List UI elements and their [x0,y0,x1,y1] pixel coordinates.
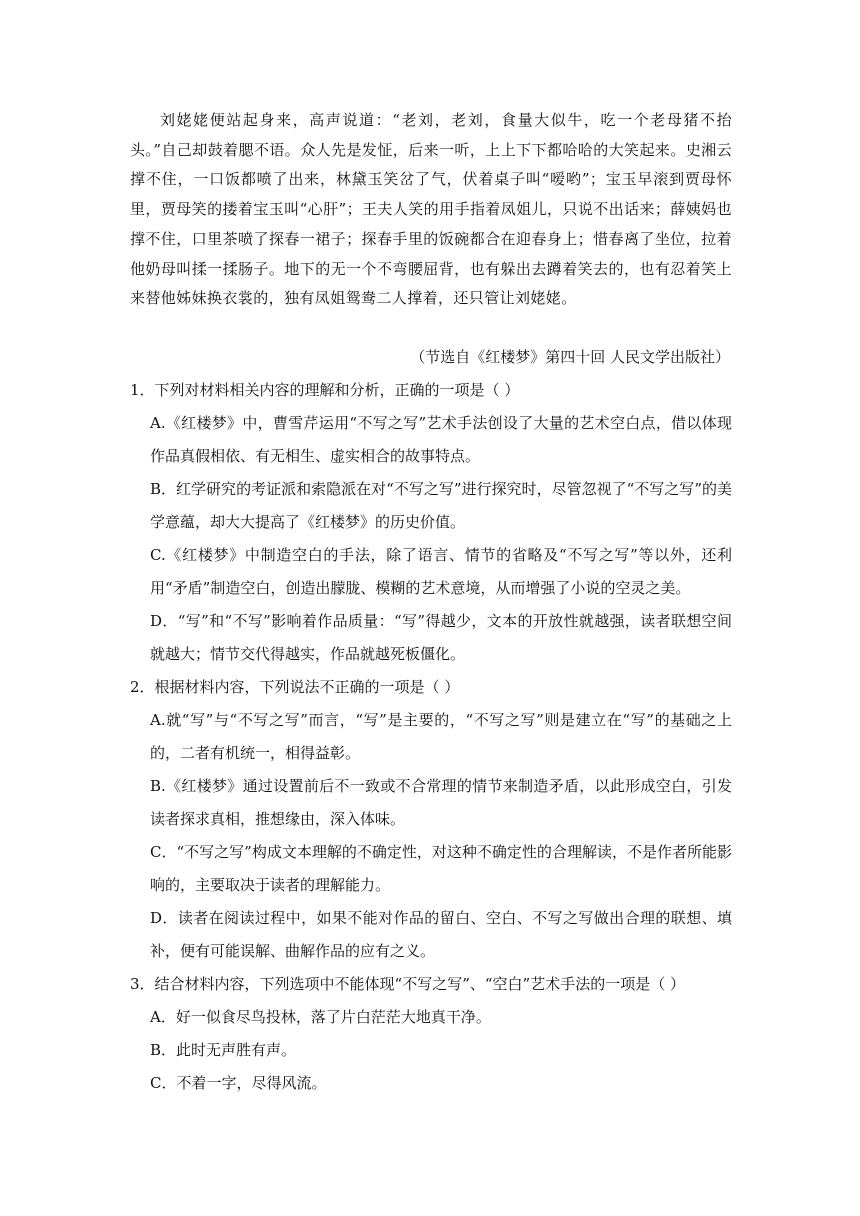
option-a: A.就“写”与“不写之写”而言，“写”是主要的，“不写之写”则是建立在“写”的基础之上的，二者有机统一，相得益彰。 [150,711,732,762]
excerpt-paragraph: 刘姥姥便站起身来，高声说道：“老刘，老刘，食量大似牛，吃一个老母猪不抬头。”自己却鼓着腮不语。众人先是发怔，后来一听，上上下下都哈哈的大笑起来。史湘云撑不住，一口饭都喷了出来，林黛玉笑岔了气，伏着桌子叫“嗳哟”；宝玉早滚到贾母怀里，贾母笑的搂着宝玉叫“心肝”；王夫人笑的用手指着凤姐儿，只说不出话来；薛姨妈也撑不住，口里茶喷了探春一裙子；探春手里的饭碗都合在迎春身上；惜春离了坐位，拉着他奶母叫揉一揉肠子。地下的无一个不弯腰屈背，也有躲出去蹲着笑去的，也有忍着笑上来替他姊妹换衣裳的，独有凤姐鸳鸯二人撑着，还只管让刘姥姥。 [130,111,732,308]
option-a: A.《红楼梦》中，曹雪芹运用“不写之写”艺术手法创设了大量的艺术空白点，借以体现作品真假相依、有无相生、虚实相合的故事特点。 [150,414,732,465]
question-3 [130,968,732,1100]
option-b: B.《红楼梦》通过设置前后不一致或不合常理的情节来制造矛盾，以此形成空白，引发读者探求真相，推想缘由，深入体味。 [150,777,732,828]
option-c: C.《红楼梦》中制造空白的手法，除了语言、情节的省略及“不写之写”等以外，还利用“矛盾”制造空白，创造出朦胧、模糊的艺术意境，从而增强了小说的空灵之美。 [150,546,732,597]
option-b: B．此时无声胜有声。 [150,1041,297,1059]
option-c: C．“不写之写”构成文本理解的不确定性，对这种不确定性的合理解读，不是作者所能影响的，主要取决于读者的理解能力。 [150,843,732,894]
excerpt-source: （节选自《红楼梦》第四十回 人民文学出版社） [410,348,730,366]
question-1 [130,374,732,671]
question-stem: 3．结合材料内容，下列选项中不能体现“不写之写”、“空白”艺术手法的一项是（ ） [130,975,685,993]
option-d: D．“写”和“不写”影响着作品质量：“写”得越少，文本的开放性就越强，读者联想空间就越大；情节交代得越实，作品就越死板僵化。 [150,612,732,663]
question-2 [130,671,732,968]
question-list [130,374,732,1100]
option-c: C．不着一字，尽得风流。 [150,1074,327,1092]
question-stem: 2．根据材料内容，下列说法不正确的一项是（ ） [130,678,460,696]
option-a: A．好一似食尽鸟投林，落了片白茫茫大地真干净。 [150,1008,491,1026]
option-b: B．红学研究的考证派和索隐派在对“不写之写”进行探究时，尽管忽视了“不写之写”的美学意蕴，却大大提高了《红楼梦》的历史价值。 [150,480,732,531]
option-d: D．读者在阅读过程中，如果不能对作品的留白、空白、不写之写做出合理的联想、填补，便有可能误解、曲解作品的应有之义。 [150,909,732,960]
question-stem: 1．下列对材料相关内容的理解和分析，正确的一项是（ ） [130,381,520,399]
